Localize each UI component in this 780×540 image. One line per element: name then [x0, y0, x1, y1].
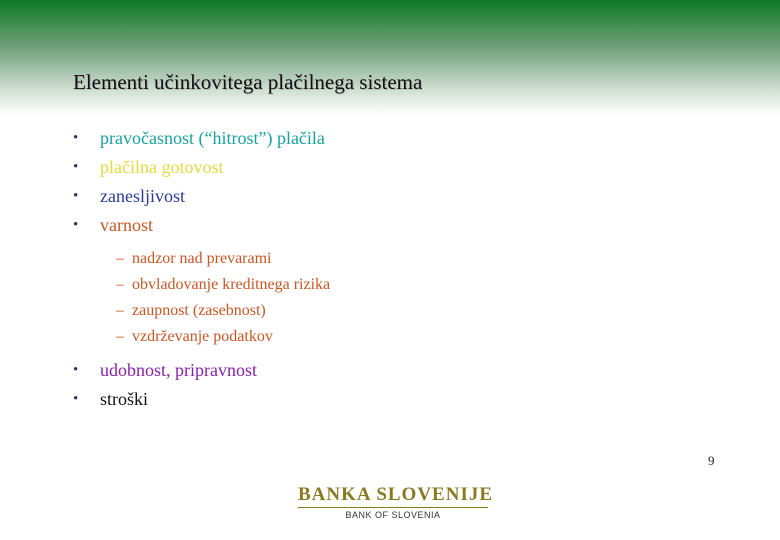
bullet-marker: • — [73, 391, 79, 407]
sub-bullet-marker: – — [116, 250, 124, 267]
bullet-marker: • — [73, 188, 79, 204]
bullet-text: varnost — [100, 215, 153, 235]
header-gradient-band — [0, 0, 780, 115]
sub-bullet-text: nadzor nad prevarami — [132, 250, 272, 267]
sub-item-data-maintenance — [116, 324, 710, 350]
page-number: 9 — [708, 453, 715, 468]
sub-bullet-text: vzdrževanje podatkov — [132, 328, 273, 345]
sub-bullet-marker: – — [116, 328, 124, 345]
logo-subtitle: BANK OF SLOVENIA — [345, 510, 441, 520]
bullet-text: plačilna gotovost — [100, 157, 224, 177]
sub-item-fraud-control — [116, 246, 710, 272]
slide-title: Elementi učinkovitega plačilnega sistema — [73, 70, 423, 94]
bullet-item-payment-certainty — [70, 153, 710, 182]
bullet-item-timeliness — [70, 124, 710, 153]
bullet-marker: • — [73, 362, 79, 378]
security-sub-list — [116, 246, 710, 350]
bullet-text: zanesljivost — [100, 186, 185, 206]
sub-bullet-marker: – — [116, 276, 124, 293]
sub-bullet-marker: – — [116, 302, 124, 319]
bank-logo — [298, 484, 494, 520]
bullet-item-security — [70, 211, 710, 240]
bullet-text: pravočasnost (“hitrost”) plačila — [100, 128, 325, 148]
sub-bullet-text: zaupnost (zasebnost) — [132, 302, 266, 319]
logo-title: BANKA SLOVENIJE — [298, 484, 488, 508]
bullet-item-reliability — [70, 182, 710, 211]
bullet-text: udobnost, pripravnost — [100, 360, 257, 380]
sub-item-credit-risk — [116, 272, 710, 298]
bullet-marker: • — [73, 217, 79, 233]
bullet-list — [70, 124, 710, 414]
bullet-item-costs — [70, 385, 710, 414]
sub-item-confidentiality — [116, 298, 710, 324]
sub-bullet-text: obvladovanje kreditnega rizika — [132, 276, 331, 293]
bullet-text: stroški — [100, 389, 149, 409]
bullet-item-convenience — [70, 356, 710, 385]
bullet-marker: • — [73, 130, 79, 146]
bullet-marker: • — [73, 159, 79, 175]
